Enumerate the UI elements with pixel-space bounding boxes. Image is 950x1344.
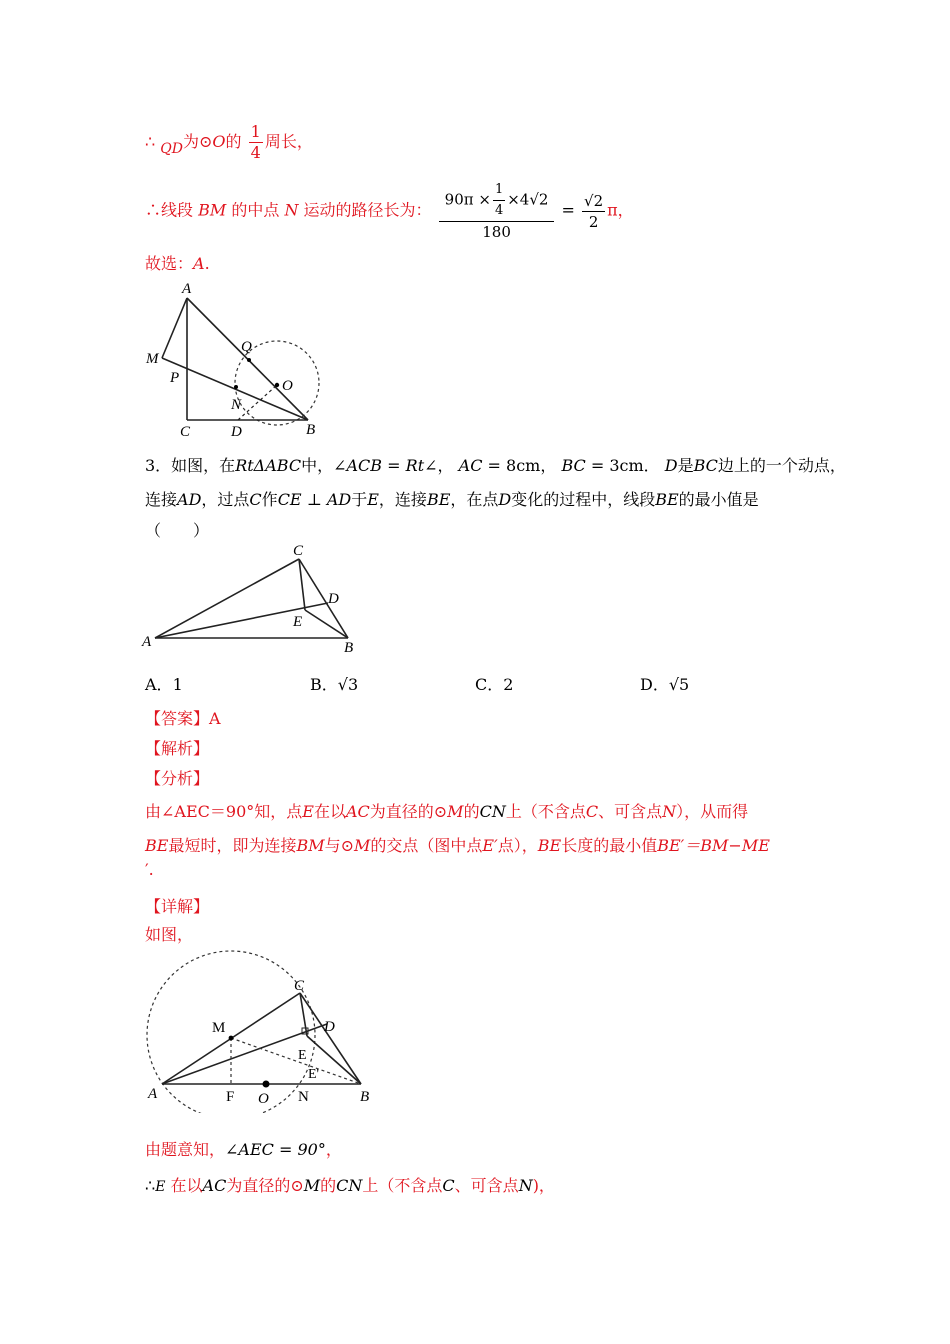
fig1-label-o: O [282,378,293,394]
q3-line1: 3．如图，在RtΔABC中，∠ACB = Rt∠， AC = 8cm， BC = 3cm． D是BC边上的一个动点， [145,456,846,475]
option-c[interactable]: C．2 [475,675,514,694]
jiexi-heading: 【解析】 [145,739,210,758]
xiangjie-heading: 【详解】 [145,897,210,916]
final-line1: 由题意知，∠AEC = 90°， [145,1140,342,1159]
analysis-line1: 由∠AEC＝90°知，点E在以AC为直径的⊙M的CN上（不含点C、可含点N），从而得 [145,802,749,821]
fig2-label-b: B [344,640,354,656]
fig1-label-n: N [231,397,242,413]
q3-line2: 连接AD，过点C作CE ⊥ AD于E，连接BE，在点D变化的过程中，线段BE的最小值是 [145,490,759,509]
fig2-label-a: A [142,634,152,650]
option-a[interactable]: A．1 [145,675,183,694]
sol2-line3: 故选：A. [145,254,210,273]
fig3-label-d: D [324,1019,335,1035]
fig3-label-a: A [148,1086,158,1102]
fig1-label-p: P [170,370,180,386]
fig3-label-o: O [258,1091,269,1107]
option-d[interactable]: D．√5 [640,675,690,694]
fig3-label-c: C [294,978,305,994]
arc-cn: CN [479,802,506,821]
sol2-line1: ∴ QD为⊙O的 $\frac{1}{4}$ 周长， [145,122,313,162]
analysis-line2: BE最短时，即为连接BM与⊙M的交点（图中点E′点），BE长度的最小值BE′＝BM−ME [145,836,770,855]
fig1-label-a: A [182,281,192,297]
fig1-label-m: M [146,351,159,367]
fig3-label-e-prime: E' [308,1067,320,1082]
fenxi-heading: 【分析】 [145,769,210,788]
arc-qd: QD [160,141,183,157]
figure-2 [140,542,370,657]
fig3-label-b: B [360,1089,370,1105]
fig3-label-e: E [298,1048,307,1063]
fig3-label-m: M [212,1020,226,1036]
fig2-label-c: C [293,543,304,559]
figure-3 [140,948,390,1113]
q3-paren: （ ） [145,521,210,540]
answer: 【答案】A [145,709,221,728]
fig1-label-b: B [306,422,316,438]
fig2-label-d: D [328,591,339,607]
fig1-label-q: Q [241,339,252,355]
fig3-label-f: F [226,1089,235,1105]
fig1-label-d: D [231,424,242,440]
fig3-label-n: N [298,1089,309,1105]
figure-1 [140,275,340,445]
analysis-line3: ′. [145,860,154,879]
final-line2: ∴E 在以AC为直径的⊙M的CN上（不含点C、可含点N)， [145,1176,555,1195]
fig1-label-c: C [180,424,191,440]
fig2-label-e: E [293,614,303,630]
sol2-line2: ∴线段 BM 的中点 N 运动的路径长为： 90π × $\frac{1}{4}$ ×4√2 180 = $\frac{√2}{2}$ π， [145,182,634,241]
rutu-text: 如图， [145,925,194,944]
option-b[interactable]: B．√3 [310,675,359,694]
